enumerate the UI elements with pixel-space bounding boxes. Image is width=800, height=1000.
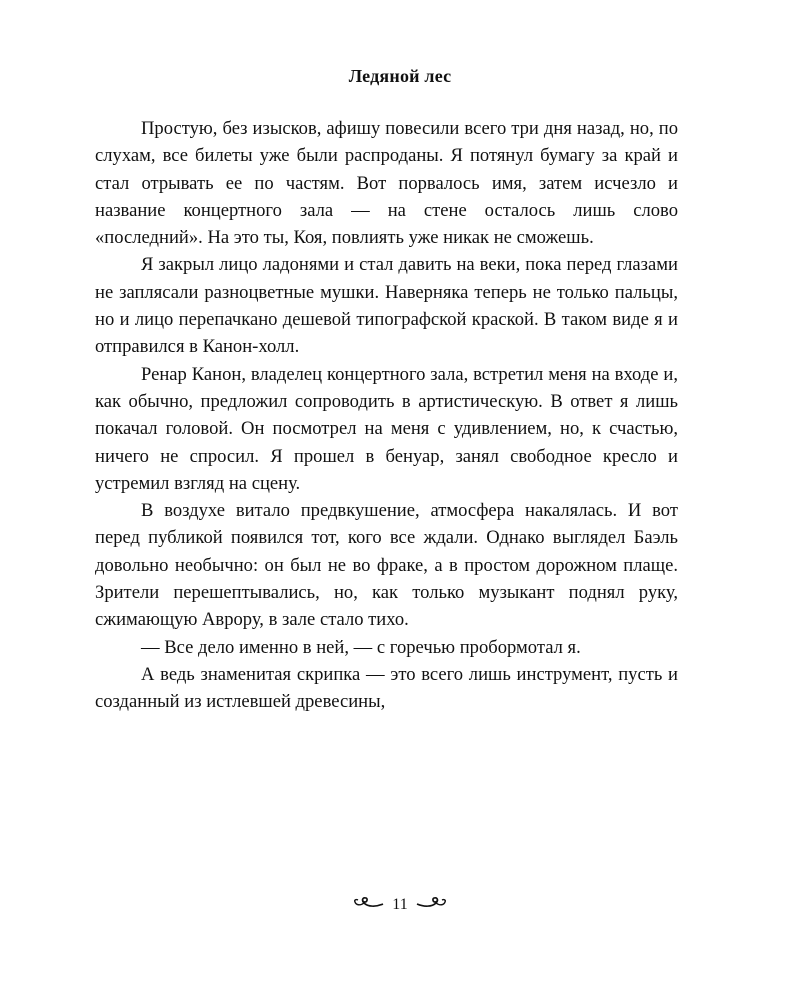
page-folio [0,895,800,915]
paragraph: Простую, без изысков, афишу повесили всего три дня назад, но, по слухам, все билеты уже были распроданы. Я потянул бумагу за край и стал отрывать ее по частям. Вот порвалось имя, затем исчезло и название концертного зала — на стене осталось лишь слово «последний». На это ты, Коя, повлиять уже никак не сможешь. [95,118,678,249]
paragraph: — Все дело именно в ней, — с горечью пробормотал я. [141,636,581,658]
scroll-ornament-right-icon [416,895,446,915]
running-header: Ледяной лес [348,66,452,86]
paragraph: А ведь знаменитая скрипка — это всего лишь инструмент, пусть и созданный из истлевшей древесины, [95,663,678,713]
paragraph: В воздухе витало предвкушение, атмосфера накалялась. И вот перед публикой появился тот, кого все ждали. Однако выглядел Баэль довольно необычно: он был не во фраке, а в простом дорожном плаще. Зрители перешептывались, но, как только музыкант поднял руку, сжимающую Аврору, в зале стало тихо. [95,500,678,631]
paragraph: Я закрыл лицо ладонями и стал давить на веки, пока перед глазами не заплясали разноцветные мушки. Наверняка теперь не только пальцы, но и лицо перепачкано дешевой типографской краской. В таком виде я и отправился в Канон-холл. [95,254,678,358]
body-text [95,115,678,716]
paragraph: Ренар Канон, владелец концертного зала, встретил меня на входе и, как обычно, предложил сопроводить в артистическую. В ответ я лишь покачал головой. Он посмотрел на меня с удивлением, но, к счастью, ничего не спросил. Я прошел в бенуар, занял свободное кресло и устремил взгляд на сцену. [95,363,678,494]
scroll-ornament-left-icon [354,895,384,915]
page-number: 11 [392,896,408,914]
